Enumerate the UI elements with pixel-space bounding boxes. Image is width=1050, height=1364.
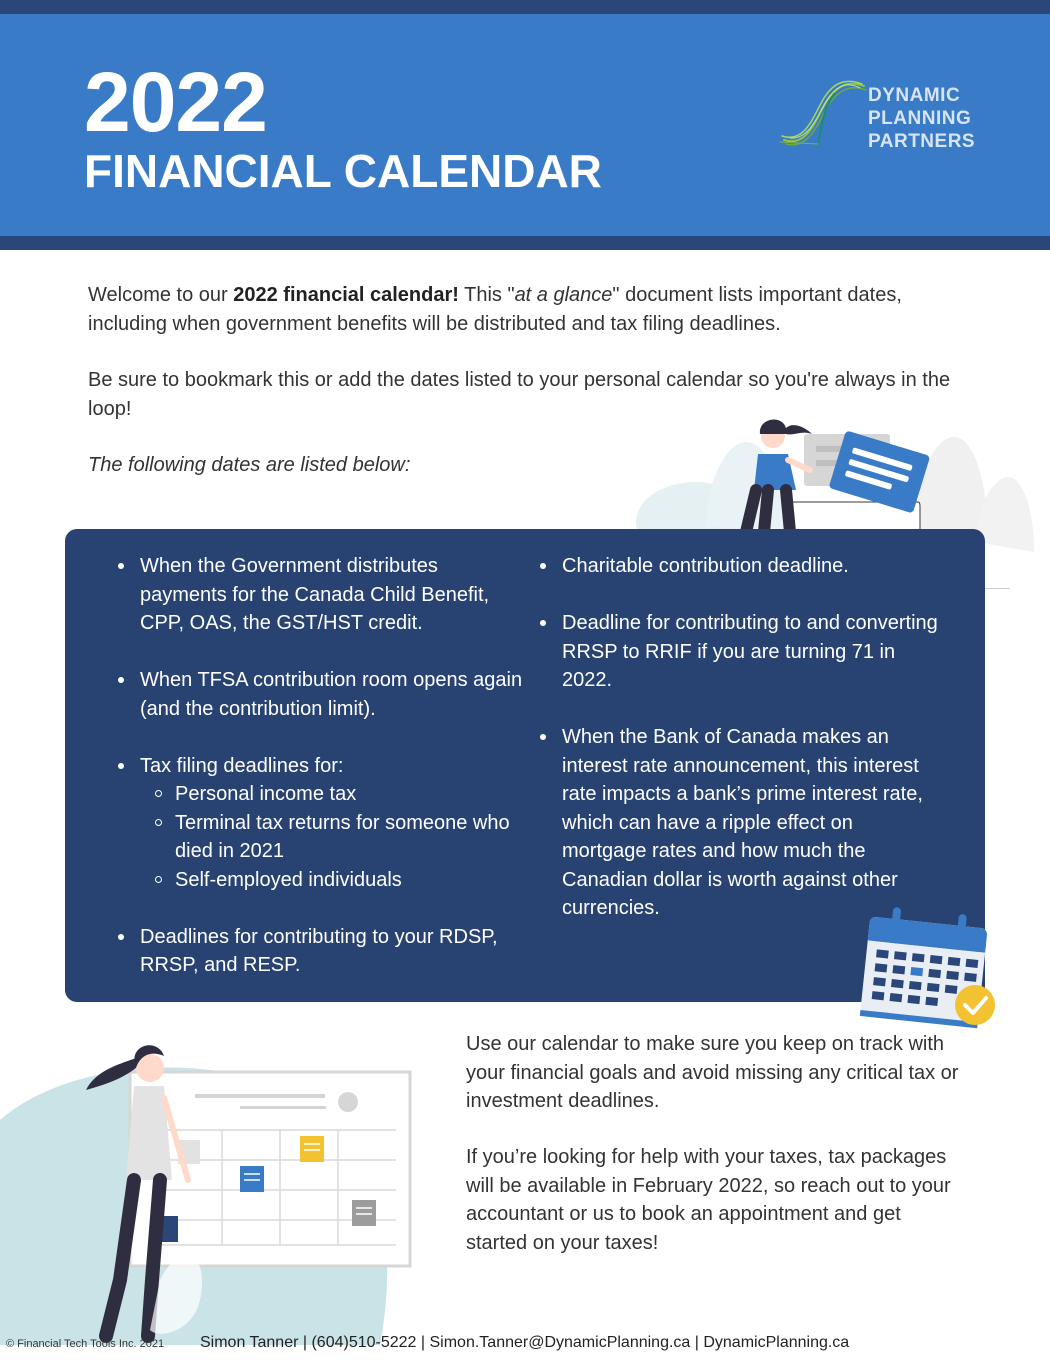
person-with-board-illustration [0, 1040, 420, 1345]
list-item: When the Bank of Canada makes an interest rate announcement, this interest rate impacts a bank’s prime interest rate, which can have a ripple effect on mortgage rates and how much the Canadian dollar is worth against other currencies. [562, 723, 942, 923]
copyright-notice: © Financial Tech Tools Inc. 2021 [6, 1338, 165, 1350]
header-bottom-stripe [0, 236, 1050, 250]
list-item: Deadline for contributing to and converting RRSP to RRIF if you are turning 71 in 2022. [562, 609, 942, 695]
calendar-check-icon [855, 905, 1005, 1040]
list-item: Deadlines for contributing to your RDSP, RRSP, and RESP. [140, 923, 530, 980]
sub-list-item: Personal income tax [175, 780, 530, 809]
list-item: When the Government distributes payments for the Canada Child Benefit, CPP, OAS, the GST/HST credit. [140, 552, 530, 638]
logo-line-1: DYNAMIC [868, 85, 961, 106]
page-title-year: 2022 [84, 55, 267, 149]
intro-text: Welcome to our [88, 284, 234, 306]
contact-info: Simon Tanner | (604)510-5222 | Simon.Tanner@DynamicPlanning.ca | DynamicPlanning.ca [200, 1334, 850, 1351]
logo-swoosh-icon [778, 78, 868, 150]
closing-paragraph-1: Use our calendar to make sure you keep on track with your financial goals and avoid missing any critical tax or investment deadlines. [466, 1033, 959, 1112]
company-logo [778, 78, 978, 158]
intro-italic: at a glance [514, 284, 613, 306]
header-top-stripe [0, 0, 1050, 14]
dates-list-right [562, 552, 942, 951]
logo-line-2: PLANNING [868, 108, 972, 129]
intro-text: " document lists important dates, including when government benefits will be distributed and tax filing deadlines. [88, 284, 902, 335]
logo-line-3: PARTNERS [868, 131, 976, 152]
intro-paragraph-2: Be sure to bookmark this or add the dates listed to your personal calendar so you're always in the loop! [88, 369, 951, 420]
logo-wordmark [868, 84, 975, 153]
page-title: FINANCIAL CALENDAR [84, 145, 602, 197]
list-item: Tax filing deadlines for: [140, 752, 530, 781]
sub-list-item: Self-employed individuals [175, 866, 530, 895]
intro-text: This " [458, 284, 515, 306]
closing-paragraph-2: If you’re looking for help with your taxes, tax packages will be available in February 2022, so reach out to your accountant or us to book an appointment and get started on your taxes! [466, 1146, 951, 1254]
dates-list-left [140, 552, 530, 1008]
intro-bold: 2022 financial calendar! [233, 284, 459, 306]
sub-list-item: Terminal tax returns for someone who died in 2021 [175, 809, 530, 866]
list-item: Charitable contribution deadline. [562, 552, 942, 581]
intro-paragraph-3: The following dates are listed below: [88, 454, 411, 476]
list-item: When TFSA contribution room opens again (and the contribution limit). [140, 666, 530, 723]
intro-paragraph-1 [88, 281, 978, 338]
